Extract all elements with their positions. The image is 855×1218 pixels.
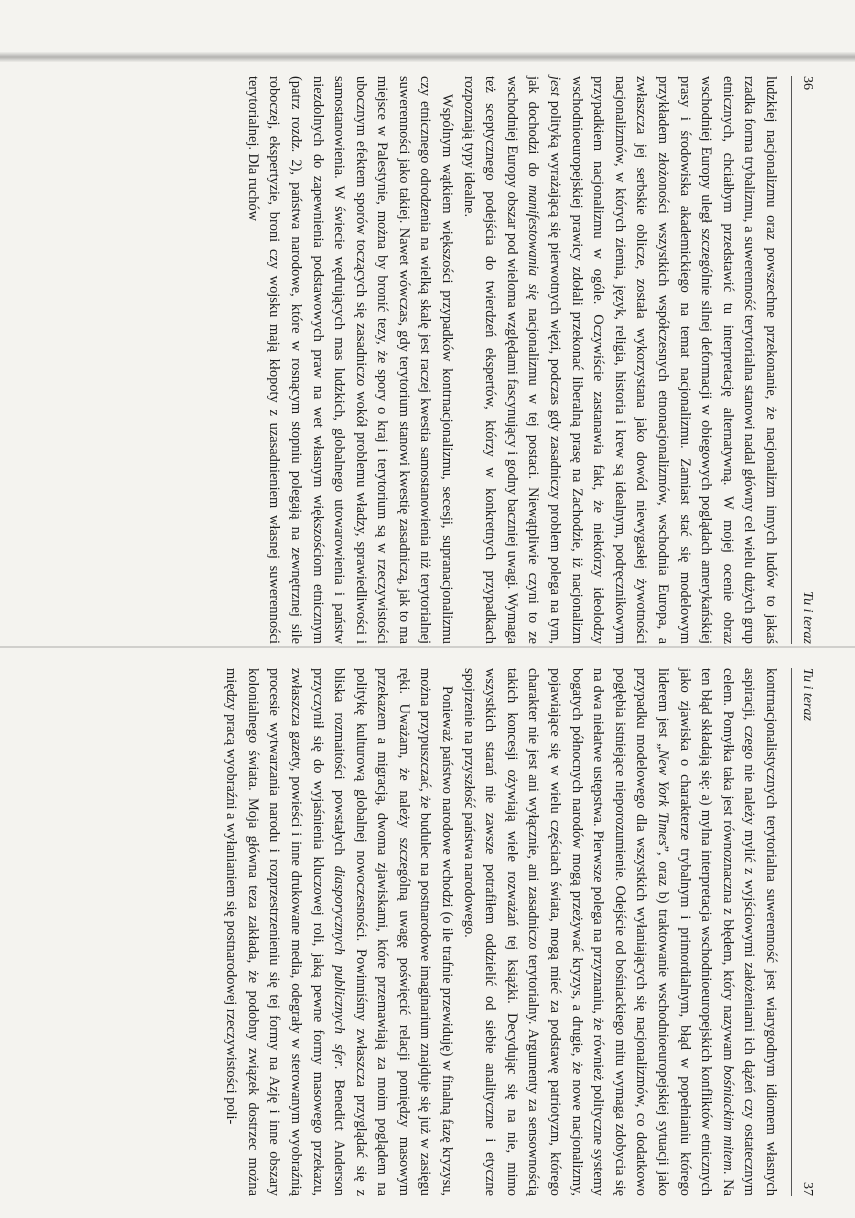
emphasis: New York Times — [655, 749, 672, 846]
emphasis: diasporycznych publicznych sfer — [331, 865, 348, 1066]
page-number: 37 — [800, 1182, 815, 1196]
paragraph: ludzkiej nacjonalizmu oraz powszechne przekonanie, że nacjonalizm innych ludów to jakaś rzadka forma trybalizmu, a suwerenność terytorialna stanowi nadal główny cel wielu dużych grup etnicznych, chciałbym przedstawić tu interpretację alternatywną. W mojej ocenie obraz wschodniej Europy uległ szczególnie silnej deformacji w obiegowych poglądach amerykańskiej prasy i środowiska akademickiego na temat nacjonalizmu. Zamiast stać się modelowym przykładem złożoności wszystkich współczesnych etnonacjonalizmów, wschodnia Europa, a zwłaszcza jej serbskie oblicze, została wykorzystana jako dowód niewygasłej żywotności nacjonalizmów, w których ziemia, język, religia, historia i krew są idealnym, podręcznikowym przypadkiem nacjonalizmu w ogóle. Oczywiście zastanawia fakt, że niektórzy ideolodzy wschodnioeuropejskiej prawicy zdołali przekonać liberalną prasę na Zachodzie, iż nacjonalizm jest polityką wyrażającą się pierwotnych więzi, podczas gdy zasadniczy problem polega na tym, jak dochodzi do manifestowania się nacjonalizmu w tej postaci. Niewątpliwie czyni to ze wschodniej Europy obszar pod wieloma względami fascynujący i godny baczniej uwagi. Wymaga też sceptycznego podejścia do twierdzeń ekspertów, którzy w konkretnych przypadkach rozpoznają typy idealne. — [460, 76, 779, 644]
page-header — [791, 76, 815, 644]
page-36 — [115, 76, 815, 644]
running-head: Tu i teraz — [800, 591, 815, 644]
emphasis: bośniackim mitem — [719, 1065, 736, 1171]
page-body — [241, 76, 781, 644]
page-body — [220, 668, 781, 1196]
page-number: 36 — [800, 76, 815, 90]
emphasis: manifestowania się — [525, 184, 542, 301]
paragraph: kontrnacjonalistycznych terytorialna suwerenność jest wiarygodnym idiomem własnych aspiracji, czego nie należy mylić z wyjściowymi założeniami ich dążeń czy ostatecznym celem. Pomyłka taka jest równoznaczna z błędem, który nazywam bośniackim mitem. Na ten błąd składają się: a) mylna interpretacja wschodnioeuropejskich konfliktów etnicznych jako zjawiska o charakterze trybalnym i primordialnym, błąd w popełnianiu którego liderem jest „New York Times”, oraz b) traktowanie wschodnioeuropejskiej sytuacji jako przypadku modelowego dla wszystkich wyłaniających się nacjonalizmów, co dodatkowo pogłębia istniejące nieporozumienie. Odejście od bośniackiego mitu wymaga zdobycia się na dwa niełatwe ustępstwa. Pierwsze polega na przyznaniu, że również polityczne systemy bogatych północnych narodów mogą przeżywać kryzys, a drugie, że nowe nacjonalizmy, pojawiające się w wielu częściach świata, mogą mieć za podstawę patriotyzm, którego charakter nie jest ani wyłącznie, ani zasadniczo terytorialny. Argumenty za sensownością takich koncesji ożywiają wiele rozważań tej książki. Decydując się na nie, mimo wszystkich starań nie zawsze potrafiłem oddzielić od siebie analityczne i etyczne spojrzenie na przyszłość państwa narodowego. — [460, 668, 779, 1196]
paragraph: Ponieważ państwo narodowe wchodzi (o ile trafnie przewiduję) w finalną fazę kryzysu, można przypuszczać, że budulec na postnarodowe imaginarium znajduje się już w zasięgu ręki. Uważam, że należy szczególną uwagę poświęcić relacji pomiędzy masowym przekazem a migracją, dwoma zjawiskami, które przemawiają za moim poglądem na politykę kulturową globalnej nowoczesności. Powinniśmy zwłaszcza przyglądać się z bliska rozmaitości powstałych diasporycznych publicznych sfer. Benedict Anderson przyczynił się do wyjaśnienia kluczowej roli, jaką pewne formy masowego przekazu, zwłaszcza gazety, powieści i inne drukowane media, odegrały w sterowanym wyobraźnią procesie wytwarzania narodu i rozprzestrzenieniu się tej formy na Azję i inne obszary kolonialnego świata. Moja główna teza zakłada, że podobny związek dostrzec można między pracą wyobraźni a wyłanianiem się postnarodowej rzeczywistości poli- — [223, 668, 456, 1196]
running-head: Tu i teraz — [800, 668, 815, 721]
emphasis: jest — [547, 76, 564, 96]
page-header — [791, 668, 815, 1196]
page-37 — [115, 668, 815, 1196]
paragraph: Wspólnym wątkiem większości przypadków kontrnacjonalizmu, secesji, supranacjonalizmu czy etnicznego odrodzenia na wielką skalę jest raczej kwestia samostanowienia niż terytorialnej suwerenności jako takiej. Nawet wówczas, gdy terytorium stanowi kwestię zasadniczą, jak to ma miejsce w Palestynie, można by bronić tezy, że spory o kraj i terytorium są w rzeczywistości ubocznym efektem sporów toczących się zasadniczo wokół problemu władzy, sprawiedliwości i samostanowienia. W świecie wędrujących mas ludzkich, globalnego utowarowienia i państw niezdolnych do zapewnienia podstawowych praw na wet własnym większościom etnicznym (patrz rozdz. 2), państwa narodowe, które w rosnącym stopniu polegają na zewnętrznej sile roboczej, ekspertyzie, broni czy wojsku mają kłopoty z uzasadnieniem własnej suwerenności terytorialnej. Dla ruchów — [244, 76, 456, 644]
